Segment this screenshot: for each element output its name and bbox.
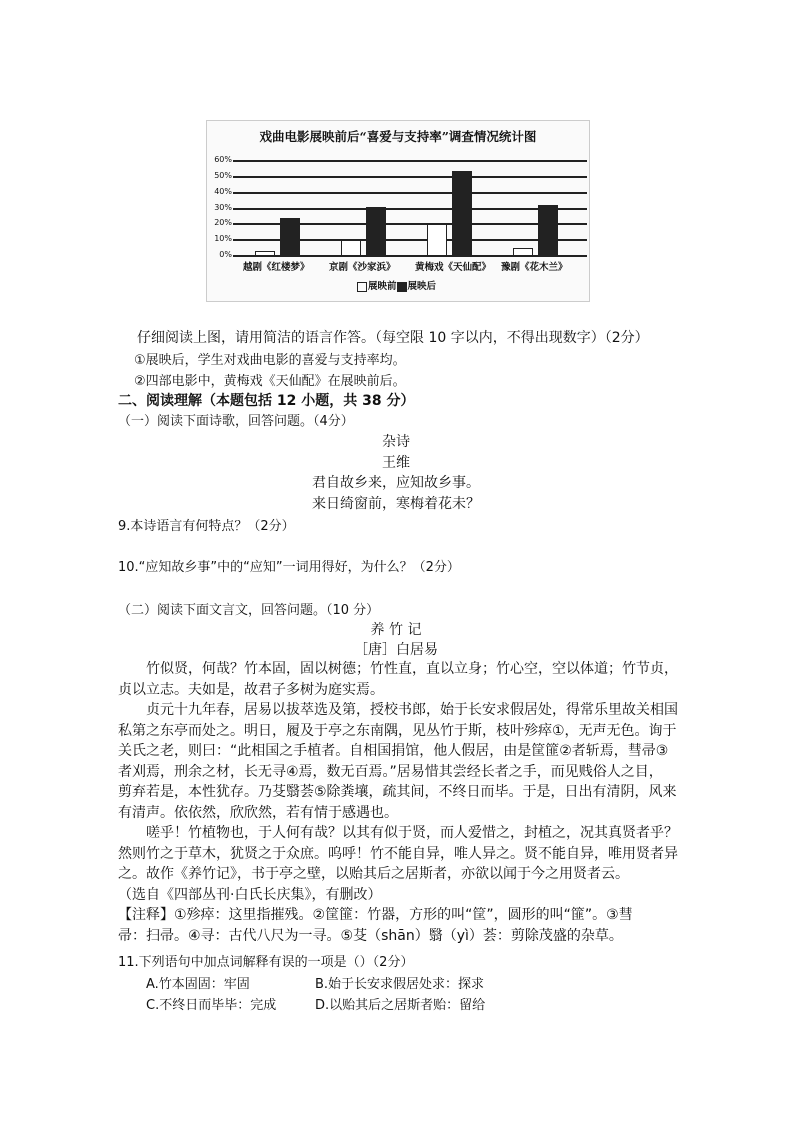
legend-post-swatch	[397, 282, 407, 292]
legend-pre-swatch	[357, 282, 367, 292]
part1-heading: （一）阅读下面诗歌，回答问题。（4分）	[118, 414, 354, 429]
essay-line: 贞元十九年春，居易以拔萃选及第，授校书郎，始于长安求假居处，得常乐里故关相国	[146, 702, 678, 718]
part2-heading: （二）阅读下面文言文，回答问题。（10 分）	[118, 603, 380, 618]
poem-author: 王维	[382, 455, 410, 471]
x-category-label: 越剧《红楼梦》	[243, 262, 310, 273]
essay-line: 贞以立志。夫如是，故君子多树为庭实焉。	[118, 681, 384, 698]
bar-pre	[255, 251, 275, 256]
x-category-label: 京剧《沙家浜》	[329, 262, 396, 273]
section-heading: 二、阅读理解（本题包括 12 小题，共 38 分）	[118, 393, 415, 409]
essay-notes: 【注释】①殄瘁：这里指摧残。②筐篚：竹器，方形的叫“筐”，圆形的叫“篚”。③彗	[118, 907, 633, 923]
gridline	[233, 176, 587, 178]
essay-notes: 帚：扫帚。④寻：古代八尺为一寻。⑤芟（shān）翳（yì）荟：剪除茂盛的杂草。	[118, 927, 623, 944]
essay-line: 关氏之老，则曰：“此相国之手植者。自相国捐馆，他人假居，由是筐篚②者斩焉，彗帚③	[118, 743, 669, 759]
gridline	[233, 208, 587, 210]
essay-line: 之。故作《养竹记》，书于亭之壁，以贻其后之居斯者，亦欲以闻于今之用贤者云。	[118, 866, 629, 882]
essay-line: 剪弃若是，本性犹存。乃芟翳荟⑤除粪壤，疏其间，不终日而毕。于是，日出有清阴，风来	[118, 784, 677, 800]
y-tick-label: 50%	[214, 170, 232, 180]
bar-chart	[206, 120, 590, 302]
essay-author: ［唐］白居易	[354, 642, 438, 658]
poem-line-1: 君自故乡来，应知故乡事。	[312, 475, 480, 491]
bar-post	[538, 205, 558, 256]
y-tick-label: 40%	[214, 186, 232, 196]
y-tick-label: 0%	[219, 250, 232, 259]
q11-option-b: B.始于长安求假居处求：探求	[315, 977, 485, 992]
essay-body	[118, 659, 678, 946]
bar-post	[452, 171, 472, 257]
q8-prompt: 仔细阅读上图，请用简洁的语言作答。（每空限 10 字以内，不得出现数字）（2分）	[137, 330, 649, 346]
q11-prompt: 11.下列语句中加点词解释有误的一项是（）（2分）	[118, 955, 414, 970]
poem-title: 杂诗	[382, 434, 410, 450]
chart-legend	[357, 278, 436, 292]
chart-title: 戏曲电影展映前后“喜爱与支持率”调查情况统计图	[259, 129, 537, 144]
q11-option-c: C.不终日而毕毕：完成	[146, 998, 277, 1013]
gridline	[233, 192, 587, 194]
poem-line-2: 来日绮窗前，寒梅着花未？	[312, 496, 480, 512]
q8-item-1: ①展映后，学生对戏曲电影的喜爱与支持率均。	[134, 353, 406, 368]
essay-line: 竹似贤，何哉？竹本固，固以树德；竹性直，直以立身；竹心空，空以体道；竹节贞，	[146, 661, 678, 677]
y-tick-label: 60%	[214, 155, 232, 164]
essay-line: 有清声。依依然，欣欣然，若有情于感遇也。	[118, 804, 398, 821]
q10: 10.“应知故乡事”中的“应知”一词用得好，为什么？（2分）	[118, 560, 460, 575]
bar-post	[280, 218, 300, 256]
legend-pre-label: 展映前	[368, 281, 397, 292]
q8-item-2: ②四部电影中，黄梅戏《天仙配》在展映前后。	[134, 374, 406, 389]
y-tick-label: 30%	[214, 202, 232, 212]
q9: 9.本诗语言有何特点？（2分）	[118, 519, 295, 534]
bar-pre	[341, 240, 361, 256]
essay-line: 者刈焉，刑余之材，长无寻④焉，数无百焉。”居易惜其尝经长者之手，而见贱俗人之目，	[118, 763, 663, 780]
bar-pre	[513, 248, 533, 256]
x-category-label: 黄梅戏《天仙配》	[415, 262, 492, 273]
gridline	[233, 160, 587, 162]
bar-pre	[427, 224, 447, 256]
y-tick-label: 10%	[214, 234, 232, 244]
essay-line: 然则竹之于草木，犹贤之于众庶。呜呼！竹不能自异，唯人异之。贤不能自异，唯用贤者异	[118, 845, 678, 862]
legend-post-label: 展映后	[407, 281, 437, 292]
essay-line: 私第之东亭而处之。明日，履及于亭之东南隅，见丛竹于斯，枝叶殄瘁①，无声无色。询于	[118, 722, 677, 739]
q11-option-d: D.以贻其后之居斯者贻：留给	[315, 998, 486, 1013]
bar-post	[366, 207, 386, 256]
essay-title: 养 竹 记	[370, 622, 422, 638]
y-tick-label: 20%	[214, 218, 232, 228]
essay-source: （选自《四部丛刊·白氏长庆集》，有删改）	[118, 886, 382, 903]
x-category-label: 豫剧《花木兰》	[501, 262, 568, 273]
q11-option-a: A.竹本固固：牢固	[146, 977, 250, 992]
essay-line: 嗟乎！竹植物也，于人何有哉？以其有似于贤，而人爱惜之，封植之，况其真贤者乎？	[146, 825, 678, 841]
